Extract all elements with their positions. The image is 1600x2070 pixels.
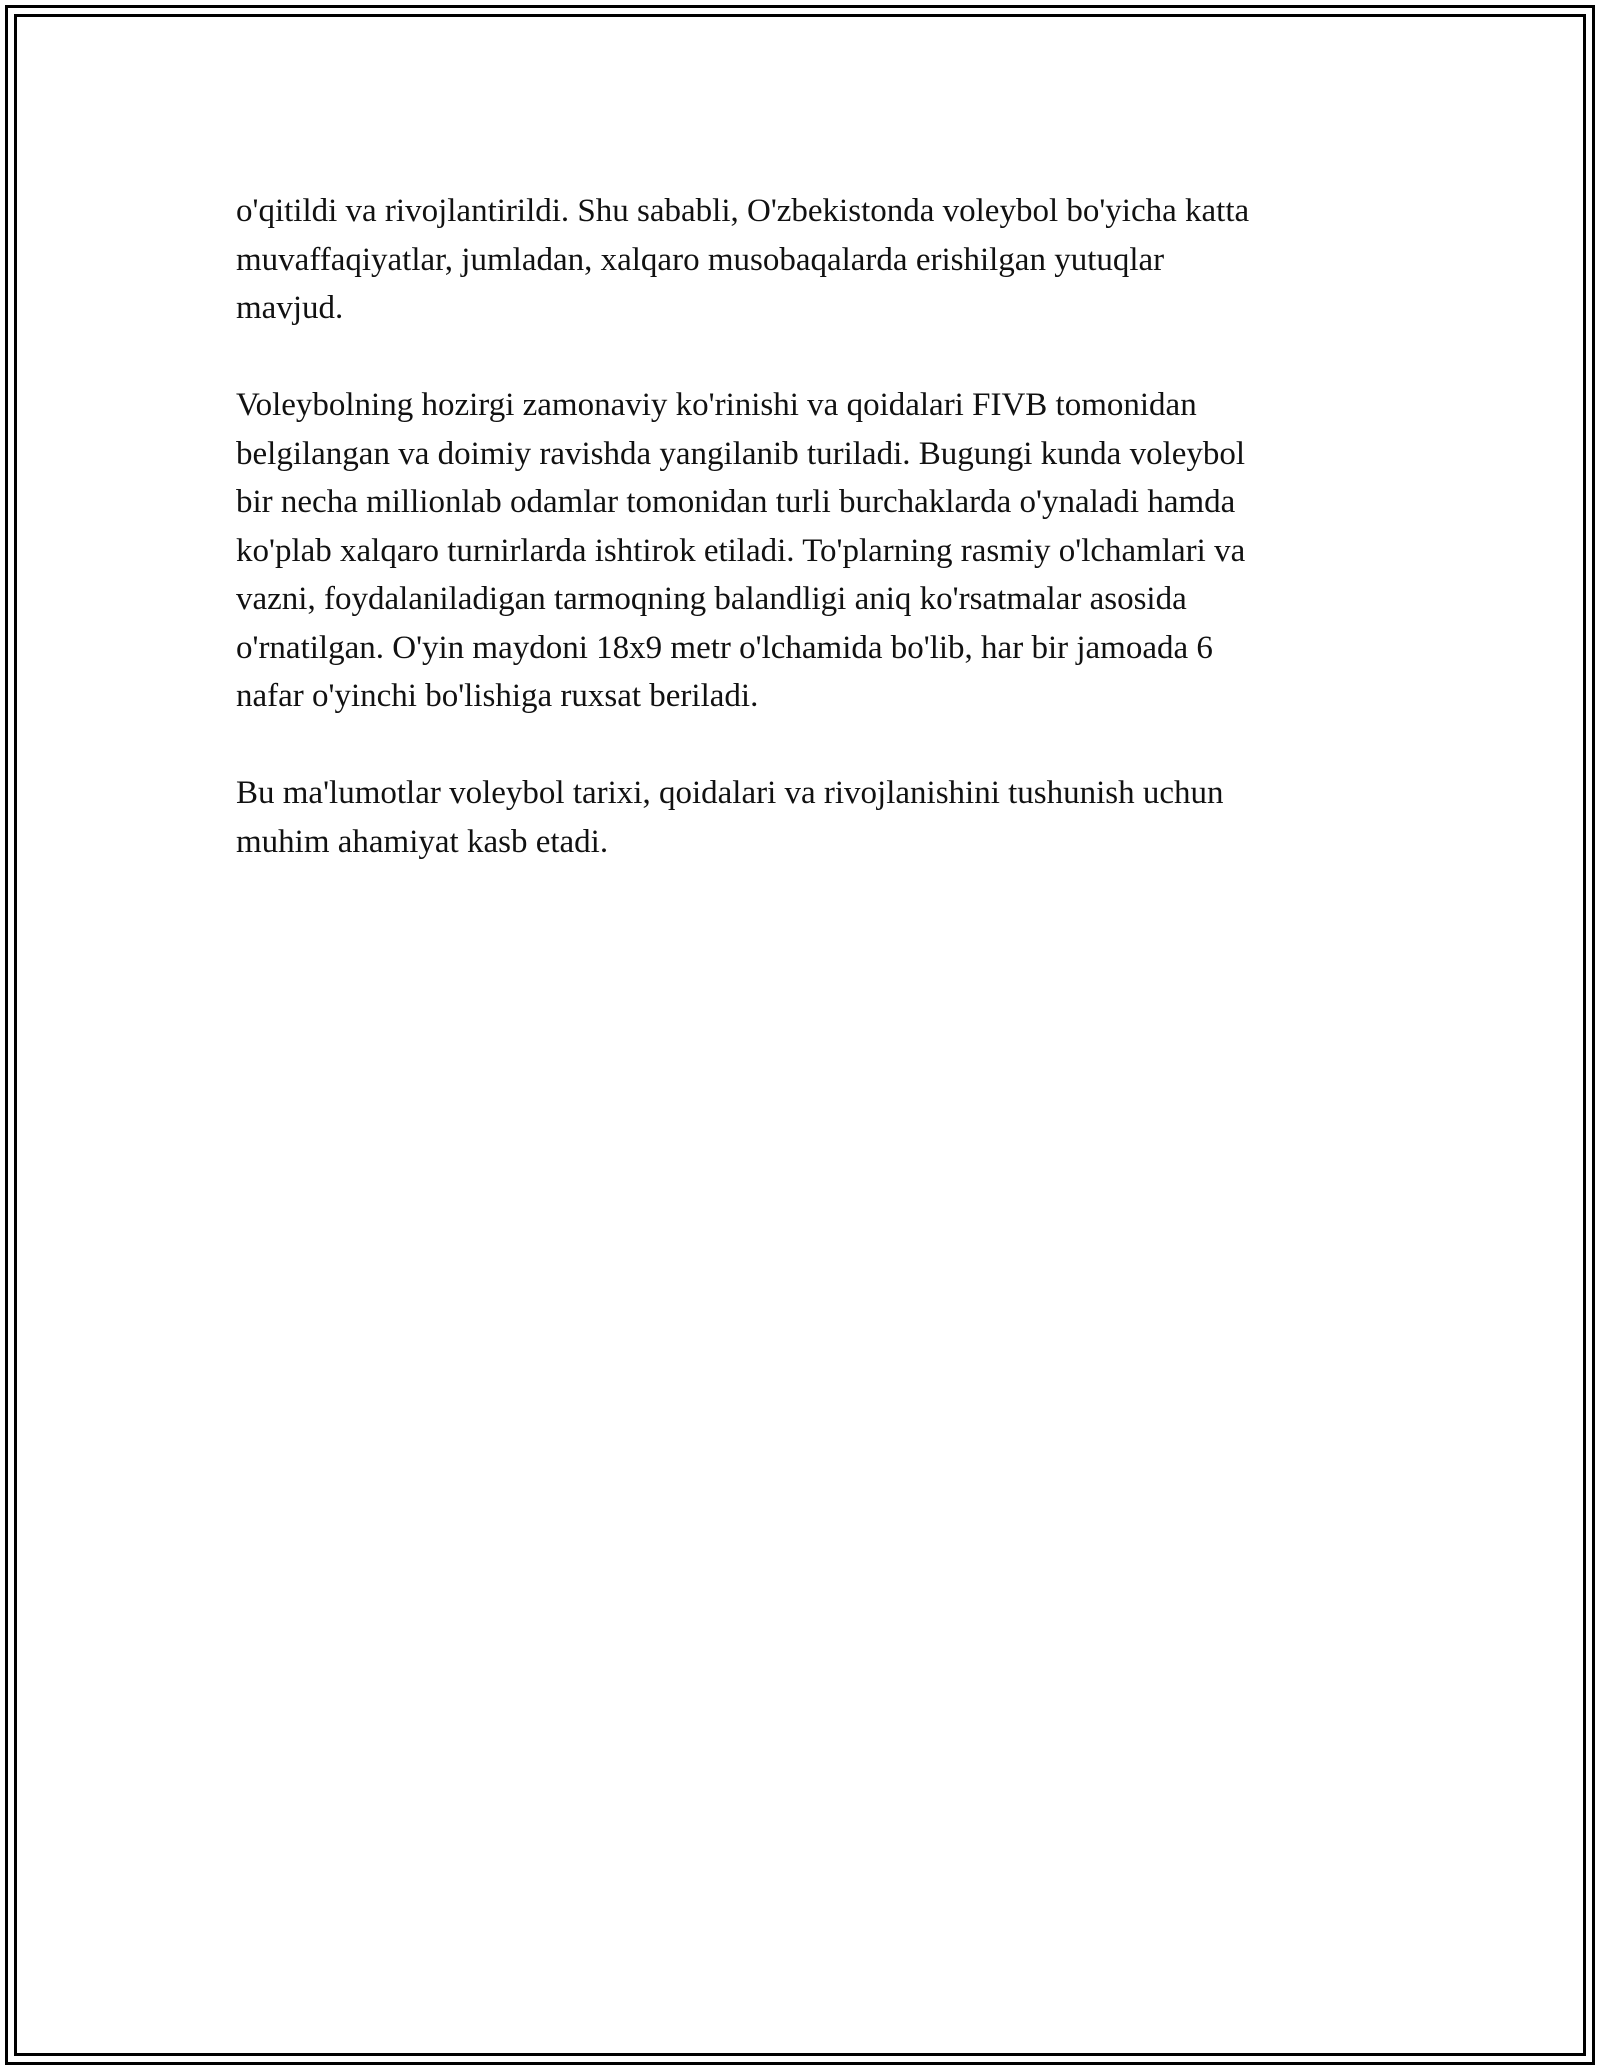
text-line: o'qitildi va rivojlantirildi. Shu sababli, O'zbekistonda voleybol bo'yicha katta — [236, 193, 1250, 229]
text-line: Voleybolning hozirgi zamonaviy ko'rinishi va qoidalari FIVB tomonidan — [236, 387, 1197, 423]
text-line: muvaffaqiyatlar, jumladan, xalqaro musobaqalarda erishilgan yutuqlar — [236, 241, 1165, 278]
text-line: belgilangan va doimiy ravishda yangilanib turiladi. Bugungi kunda voleybol — [236, 435, 1246, 472]
text-line: mavjud. — [236, 290, 344, 326]
paragraph — [236, 381, 1386, 721]
text-line: nafar o'yinchi bo'lishiga ruxsat beriladi. — [236, 678, 759, 714]
paragraph — [236, 769, 1386, 866]
text-line: Bu ma'lumotlar voleybol tarixi, qoidalari va rivojlanishini tushunish uchun — [236, 775, 1224, 811]
text-line: vazni, foydalaniladigan tarmoqning balandligi aniq ko'rsatmalar asosida — [236, 581, 1187, 617]
text-line: o'rnatilgan. O'yin maydoni 18x9 metr o'lchamida bo'lib, har bir jamoada 6 — [236, 629, 1213, 666]
paragraph — [236, 187, 1386, 333]
document-body — [236, 187, 1386, 915]
text-line: ko'plab xalqaro turnirlarda ishtirok etiladi. To'plarning rasmiy o'lchamlari va — [236, 532, 1246, 569]
text-line: muhim ahamiyat kasb etadi. — [236, 823, 609, 860]
text-line: bir necha millionlab odamlar tomonidan turli burchaklarda o'ynaladi hamda — [236, 484, 1236, 520]
